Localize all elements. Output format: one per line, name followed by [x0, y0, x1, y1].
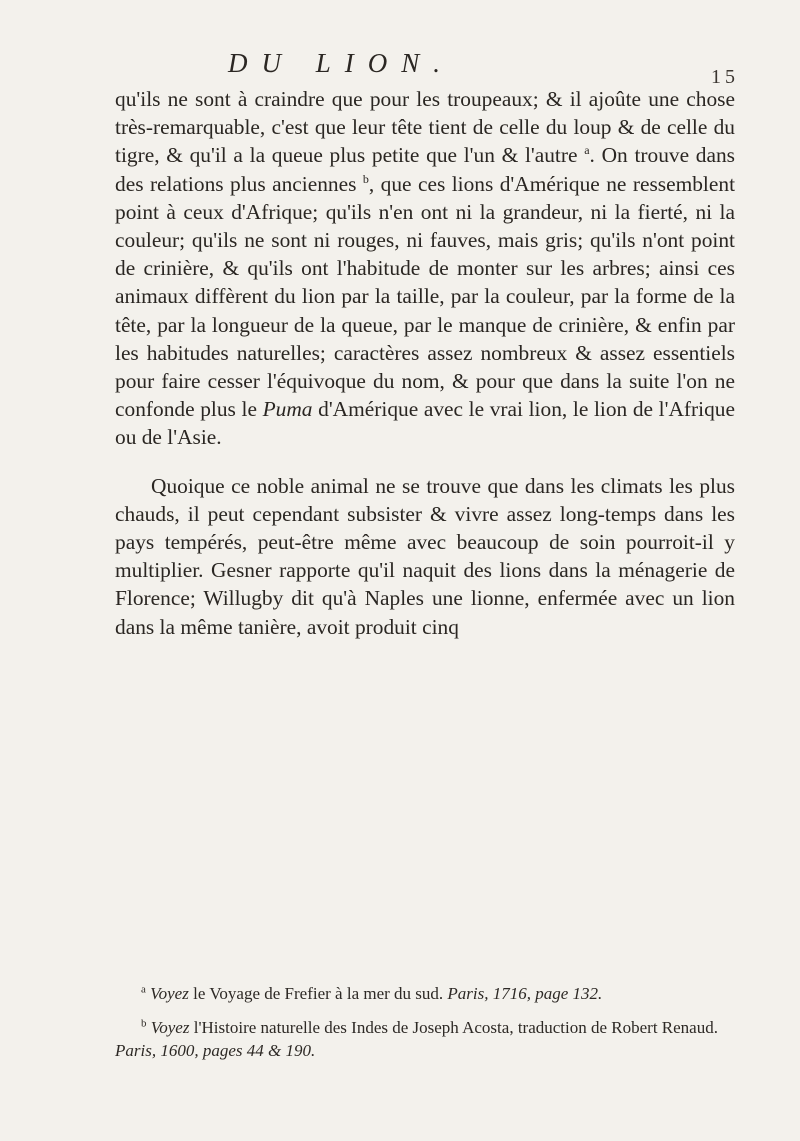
footnote-b-citation: Paris, 1600, pages 44 & 190.: [115, 1041, 316, 1060]
paragraph-1: [115, 85, 735, 452]
running-head: DU LION.: [228, 48, 455, 78]
page-header: [0, 48, 800, 88]
page-number: 15: [711, 66, 739, 88]
footnotes: [115, 982, 735, 1073]
footnote-a-text: le Voyage de Frefier à la mer du sud.: [188, 984, 448, 1003]
paragraph-1-text-b: . On trouve dans des relations plus anciennes: [115, 143, 736, 196]
footnote-a-citation: Paris, 1716, page 132.: [447, 984, 603, 1003]
paragraph-2-text: Quoique ce noble animal ne se trouve que dans les climats les plus chauds, il peut cependant subsister & vivre assez long-temps dans les pays tempérés, peut-être même avec beaucoup de soin pourroit-il y multiplier. Gesner rapporte qu'il naquit des lions dans la ménagerie de Florence; Willugby dit qu'à Naples une lionne, enfermée avec un lion dans la même tanière, avoit produit cinq: [115, 473, 735, 639]
footnote-a-mark: a: [141, 983, 146, 996]
footnote-a: [115, 982, 735, 1005]
main-text: [115, 85, 735, 641]
paragraph-1-text-d: d'Amérique avec le vrai lion, le lion de l'Afrique ou de l'Asie.: [115, 397, 735, 450]
footnote-b-text: l'Histoire naturelle des Indes de Joseph Acosta, traduction de Robert Renaud.: [189, 1018, 718, 1037]
footnote-ref-b: b: [362, 171, 369, 186]
puma-term: Puma: [262, 397, 313, 422]
paragraph-1-text-a: qu'ils ne sont à craindre que pour les troupeaux; & il ajoûte une chose très-remarquable, c'est que leur tête tient de celle du loup & de celle du tigre, & qu'il a la queue plus petite que l'un & l'autre: [115, 87, 735, 168]
footnote-b-voyez: Voyez: [150, 1018, 190, 1037]
footnote-ref-a: a: [584, 143, 590, 158]
paragraph-1-text-c: , que ces lions d'Amérique ne ressemblent point à ceux d'Afrique; qu'ils n'en ont ni la grandeur, ni la fierté, ni la couleur; qu'ils ne sont ni rouges, ni fauves, mais gris; qu'ils n'ont point de crinière, & qu'ils ont l'habitude de monter sur les arbres; ainsi ces animaux diffèrent du lion par la taille, par la couleur, par la forme de la tête, par la longueur de la queue, par le manque de crinière, & enfin par les habitudes naturelles; caractères assez nombreux & assez essentiels pour faire cesser l'équivoque du nom, & pour que dans la suite l'on ne confonde plus le: [115, 171, 736, 422]
footnote-b: [115, 1016, 735, 1062]
footnote-a-voyez: Voyez: [150, 984, 189, 1003]
footnote-b-mark: b: [141, 1017, 147, 1030]
paragraph-2: [115, 472, 735, 641]
